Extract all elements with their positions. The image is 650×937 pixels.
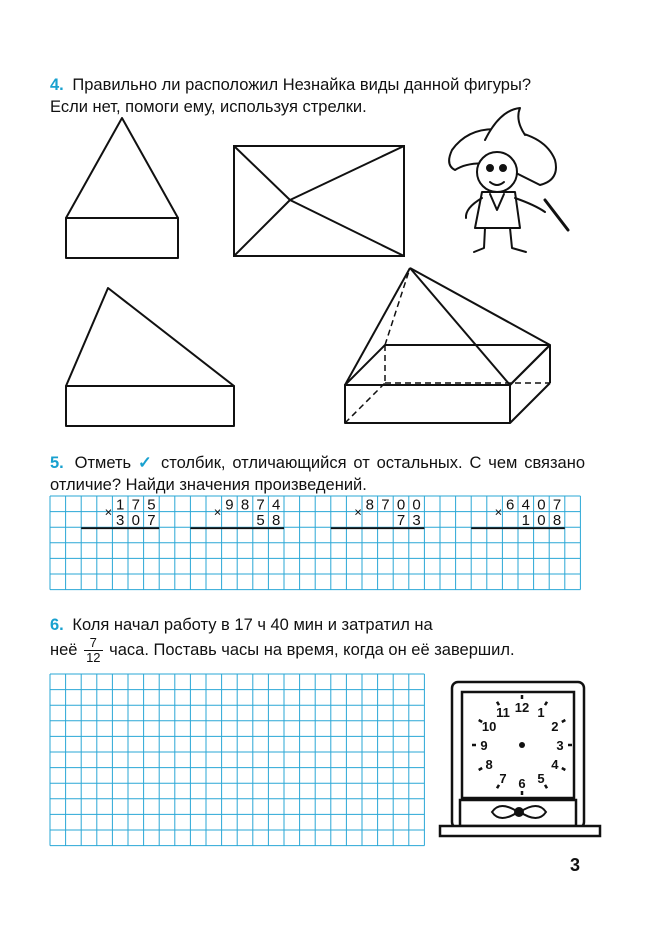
multiplier-digit: 7 — [147, 512, 156, 530]
task-5-text-b: столбик, отличающийся от остальных. С чем связано отличие? Найди значения произведений. — [50, 454, 585, 494]
task-6-text-a: неё — [50, 640, 78, 659]
clock-tick — [479, 768, 482, 770]
multiplicand-digit: 0 — [412, 496, 421, 514]
multiply-sign: × — [494, 504, 503, 520]
task-4-line-2: Если нет, помоги ему, используя стрелки. — [50, 98, 367, 116]
clock-number: 4 — [551, 757, 559, 772]
clock-center — [519, 742, 525, 748]
multiplicand-digit: 0 — [537, 496, 546, 514]
clock-number: 11 — [496, 705, 510, 721]
clock-number: 8 — [485, 757, 493, 772]
clock-bow — [492, 806, 546, 818]
clock-tick — [545, 785, 547, 788]
clock-number: 3 — [556, 738, 564, 753]
clock-number: 9 — [480, 738, 488, 753]
task-5-number: 5. — [50, 454, 64, 472]
clock-number: 2 — [551, 719, 559, 734]
multiplicand-digit: 0 — [396, 496, 406, 514]
clock-number: 7 — [499, 770, 507, 786]
multiplier-digit: 3 — [412, 512, 421, 530]
multiplicand-digit: 4 — [272, 496, 281, 514]
multiply-sign: × — [104, 504, 113, 520]
multiplicand-digit: 8 — [365, 496, 374, 514]
task-6-number: 6. — [50, 616, 64, 634]
task-4-line-1: Правильно ли расположил Незнайка виды данной фигуры? — [72, 76, 531, 94]
clock-tick — [545, 702, 547, 705]
multiplicand-digit: 8 — [240, 496, 250, 514]
multiplicand-digit: 6 — [506, 496, 515, 514]
multiplier-digit: 0 — [537, 512, 546, 530]
multiplicand-digit: 7 — [552, 496, 562, 514]
task-6-text-b: часа. Поставь часы на время, когда он её завершил. — [109, 640, 515, 659]
multiplier-digit: 8 — [272, 512, 281, 530]
multiplier-digit: 3 — [116, 512, 125, 530]
clock-tick — [562, 720, 565, 722]
multiplicand-digit: 7 — [131, 496, 140, 514]
multiply-sign: × — [213, 504, 222, 520]
fraction-numerator: 7 — [89, 635, 97, 650]
clock-number: 10 — [481, 719, 497, 734]
multiplicand-digit: 1 — [116, 496, 125, 514]
multiplicand-digit: 7 — [381, 496, 390, 514]
multiplier-digit: 5 — [256, 512, 265, 530]
task-6-line-1: Коля начал работу в 17 ч 40 мин и затратил на — [72, 616, 433, 634]
fraction-denominator: 12 — [86, 650, 101, 665]
multiplier-digit: 8 — [552, 512, 562, 530]
multiplier-digit: 1 — [521, 512, 530, 530]
multiplier-digit: 0 — [131, 512, 140, 530]
multiplicand-digit: 5 — [147, 496, 156, 514]
multiplicand-digit: 7 — [256, 496, 265, 514]
clock-number: 1 — [537, 705, 545, 721]
multiplier-digit: 7 — [396, 512, 406, 530]
multiply-sign: × — [354, 504, 362, 520]
page-number: 3 — [570, 855, 581, 875]
clock-tick — [562, 768, 565, 770]
clock-number: 6 — [518, 776, 526, 791]
task-5-text-a: Отметь — [74, 454, 132, 472]
checkmark-icon: ✓ — [138, 454, 155, 472]
multiplicand-digit: 4 — [521, 496, 530, 514]
task-4-number: 4. — [50, 76, 64, 94]
clock-stand — [440, 826, 600, 836]
clock-number: 12 — [514, 700, 530, 715]
clock-number: 5 — [537, 770, 545, 786]
multiplicand-digit: 9 — [225, 496, 234, 514]
